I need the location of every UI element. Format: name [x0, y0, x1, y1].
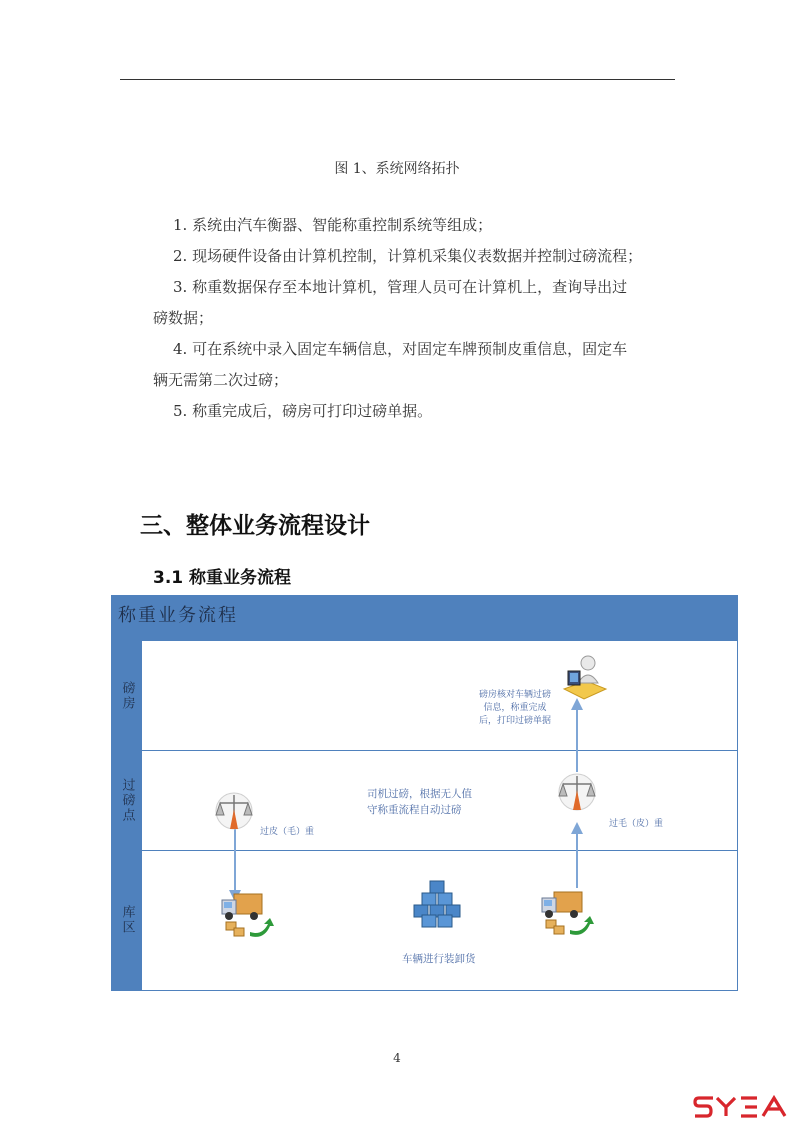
truck-left-icon [220, 888, 276, 940]
sub-heading: 3.1 称重业务流程 [153, 568, 292, 588]
page-number: 4 [393, 1051, 401, 1065]
flowchart-title: 称重业务流程 [118, 605, 238, 626]
header-rule [120, 79, 675, 80]
balance-scale-icon [555, 772, 599, 816]
list-item: 1. 系统由汽车衡器、智能称重控制系统等组成； [173, 216, 493, 234]
loading-note: 车辆进行装卸货 [402, 953, 476, 965]
list-item: 5. 称重完成后，磅房可打印过磅单据。 [173, 402, 433, 420]
truck-right-icon [540, 886, 596, 938]
operator-computer-icon [560, 653, 608, 705]
lane-label-warehouse: 库区 [119, 905, 135, 935]
driver-weighing-note: 司机过磅，根据无人值 守称重流程自动过磅 [367, 788, 472, 816]
list-item: 4. 可在系统中录入固定车辆信息，对固定车牌预制皮重信息，固定车 [173, 340, 628, 358]
lane-label-scale-house: 磅房 [119, 680, 135, 711]
scale-house-note: 磅房核对车辆过磅 信息，称重完成 后，打印过磅单据 [478, 690, 551, 726]
warehouse-boxes-icon [410, 879, 468, 929]
feature-list [153, 210, 678, 427]
list-item: 2. 现场硬件设备由计算机控制，计算机采集仪表数据并控制过磅流程； [173, 247, 643, 265]
gross-tare-note: 过毛（皮）重 [609, 819, 664, 829]
section-heading: 三、整体业务流程设计 [140, 513, 370, 539]
lane-label-weigh-point: 过磅点 [119, 777, 135, 823]
tare-gross-note: 过皮（毛）重 [260, 827, 315, 837]
list-item: 3. 称重数据保存至本地计算机，管理人员可在计算机上，查询导出过 [173, 278, 628, 296]
list-item-continuation: 辆无需第二次过磅； [153, 371, 289, 389]
balance-scale-icon [212, 791, 256, 835]
list-item-continuation: 磅数据； [153, 309, 214, 327]
syea-logo [693, 1094, 791, 1120]
weighing-flowchart [111, 595, 738, 991]
figure-caption: 图 1、系统网络拓扑 [334, 161, 460, 177]
